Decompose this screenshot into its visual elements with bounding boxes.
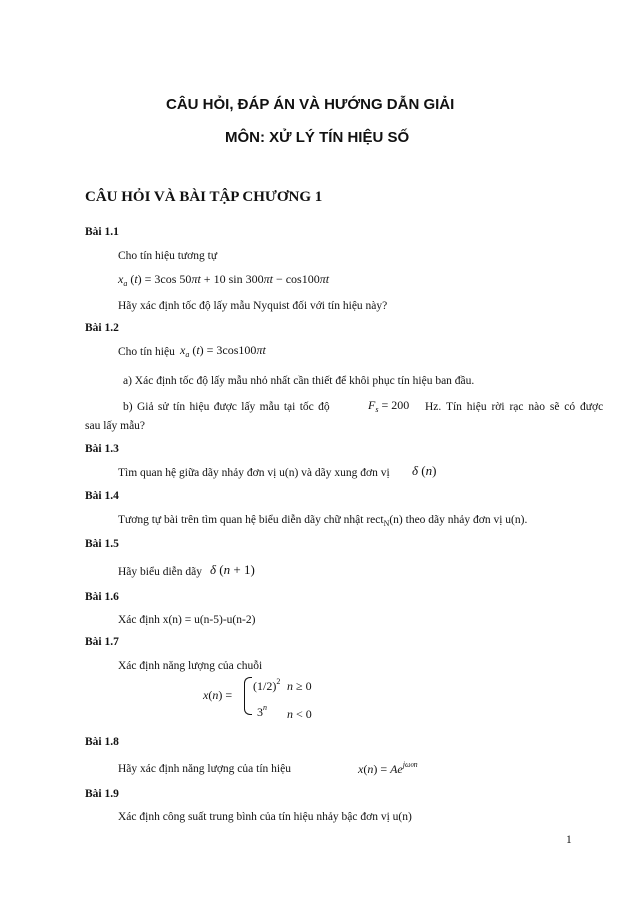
piecewise-case-1: $(1/2)^2$ [253,677,281,693]
page-number: 1 [566,834,572,846]
problem-text-pre: Tương tự bài trên tìm quan hệ biểu diễn dãy chữ nhật rect [118,514,384,526]
formula-fs: $F_s = 200$ [368,398,410,414]
problem-text: Hãy xác định năng lượng của tín hiệu [118,763,291,775]
problem-label: Bài 1.5 [85,538,119,550]
chapter-heading: CÂU HỎI VÀ BÀI TẬP CHƯƠNG 1 [85,189,323,205]
problem-text: Tìm quan hệ giữa dãy nhảy đơn vị u(n) và dãy xung đơn vị [118,467,390,479]
problem-label: Bài 1.8 [85,736,119,748]
document-title: CÂU HỎI, ĐÁP ÁN VÀ HƯỚNG DẪN GIẢI [166,96,455,113]
problem-question: Hãy xác định tốc độ lấy mẫu Nyquist đối với tín hiệu này? [118,300,388,312]
problem-text: Cho tín hiệu tương tự [118,250,218,262]
formula-delta-n-plus-1: δ (n + 1) [210,562,255,577]
problem-label: Bài 1.6 [85,591,119,603]
problem-text [118,514,527,528]
problem-part-b-end: sau lấy mẫu? [85,420,146,432]
formula-delta-n: δ (n) [412,463,437,478]
piecewise-case-2: 3$^n$ [257,703,267,719]
formula-xa-2: $x_a$ (t) = 3cos100πt [180,343,266,359]
problem-text: Xác định công suất trung bình của tín hiệu nhảy bậc đơn vị u(n) [118,811,412,823]
problem-label: Bài 1.2 [85,322,119,334]
course-title: MÔN: XỬ LÝ TÍN HIỆU SỐ [225,129,410,146]
problem-label: Bài 1.4 [85,490,119,502]
piecewise-lhs: x(n) = [203,688,233,702]
problem-label: Bài 1.3 [85,443,119,455]
formula-xa-1: $x_a$ (t) = 3cos 50πt + 10 sin 300πt − cos100πt [118,272,330,288]
problem-part-a: a) Xác định tốc độ lấy mẫu nhỏ nhất cần thiết để khôi phục tín hiệu ban đầu. [123,375,475,387]
problem-label: Bài 1.7 [85,636,119,648]
problem-text: Xác định x(n) = u(n-5)-u(n-2) [118,614,256,626]
problem-text-post: (n) theo dãy nhảy đơn vị u(n). [389,514,528,526]
piecewise-cond-2: n < 0 [287,707,312,721]
piecewise-brace [244,677,252,715]
piecewise-cond-1: n ≥ 0 [287,679,312,693]
problem-label: Bài 1.1 [85,226,119,238]
problem-part-b-cont: Hz. Tín hiệu rời rạc nào sẽ có được [425,401,604,413]
problem-label: Bài 1.9 [85,788,119,800]
formula-complex-exp: $x(n) = Ae^{j\omega 0n}$ [358,760,418,776]
problem-part-b: b) Giả sử tín hiệu được lấy mẫu tại tốc độ [123,401,330,413]
problem-text-sub: N [383,519,390,528]
problem-text: Hãy biểu diễn dãy [118,566,202,578]
problem-text: Xác định năng lượng của chuỗi [118,660,263,672]
problem-text: Cho tín hiệu [118,346,175,358]
